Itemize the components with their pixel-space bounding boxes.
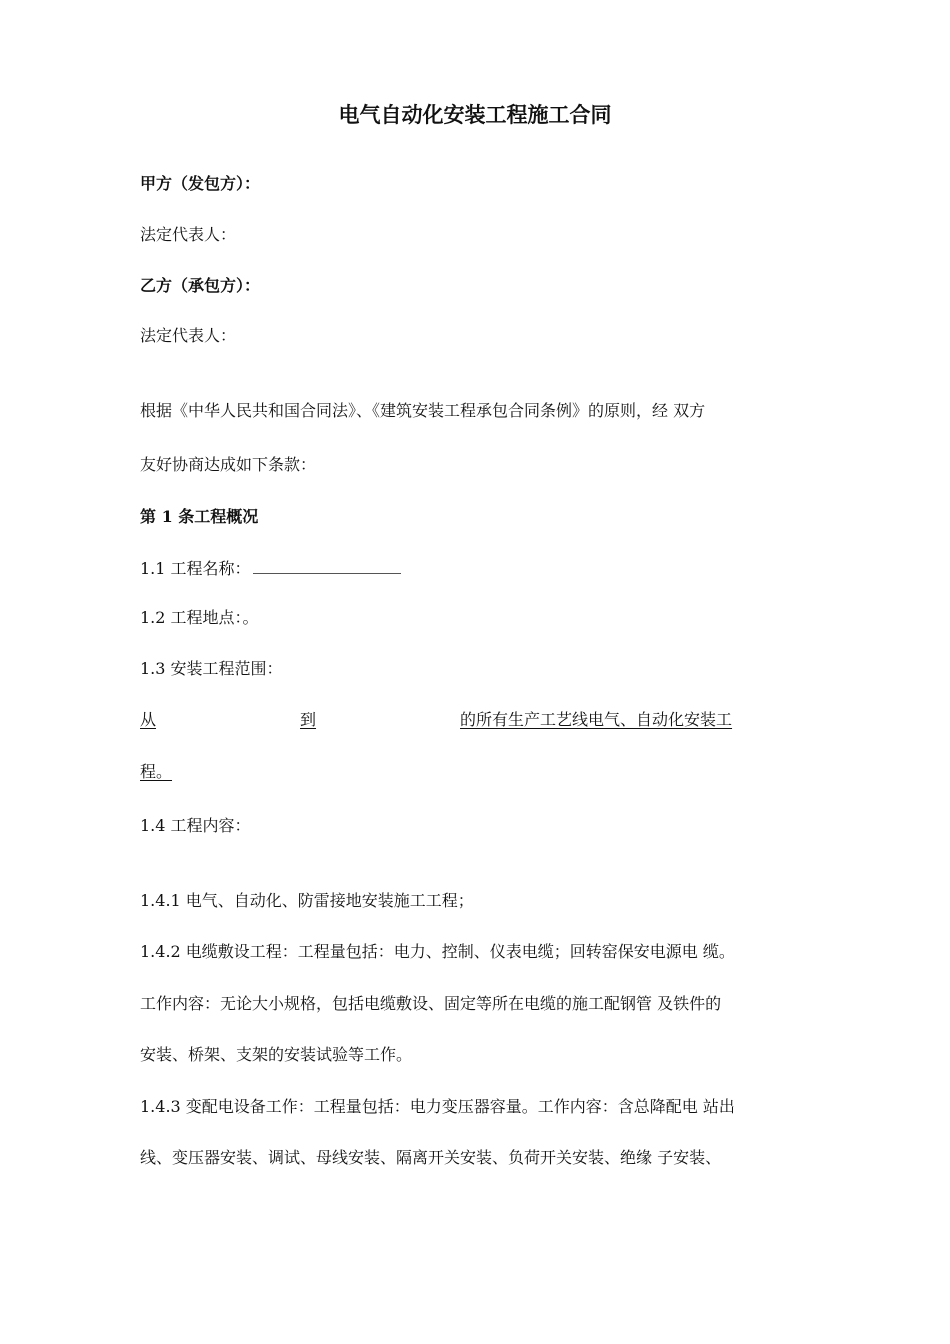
item-1-4-3-line-2: 线、变压器安装、调试、母线安装、隔离开关安装、负荷开关安装、绝缘 子安装、 [140,1148,722,1167]
scope-line-2: 程。 [140,762,173,781]
item-1-1-label: 1.1 工程名称： [140,559,251,578]
item-1-4-2-line-2: 工作内容：无论大小规格，包括电缆敷设、固定等所在电缆的施工配钢管 及铁件的 [140,994,722,1013]
party-a-label: 甲方（发包方）： [140,174,261,193]
scope-line-1 [140,710,732,730]
preamble-line-2: 友好协商达成如下条款： [140,455,317,474]
scope-to: 到 [300,710,317,729]
party-b-representative: 法定代表人： [140,326,237,345]
scope-from: 从 [140,710,157,729]
item-1-4-content-label: 1.4 工程内容： [140,816,251,835]
item-1-1-project-name [140,557,401,579]
item-1-4-2-line-1: 1.4.2 电缆敷设工程：工程量包括：电力、控制、仪表电缆；回转窑保安电源电 缆。 [140,942,735,961]
project-name-blank [253,557,401,574]
item-1-4-1: 1.4.1 电气、自动化、防雷接地安装施工工程； [140,891,474,910]
article-1-heading: 第 1 条工程概况 [140,507,259,526]
item-1-4-3-line-1: 1.4.3 变配电设备工作：工程量包括：电力变压器容量。工作内容：含总降配电 站出 [140,1097,735,1116]
party-b-label: 乙方（承包方）： [140,276,261,295]
item-1-3-scope-label: 1.3 安装工程范围： [140,659,283,678]
item-1-2-project-location: 1.2 工程地点：。 [140,608,259,627]
scope-rest: 的所有生产工艺线电气、自动化安装工 [460,710,733,729]
item-1-4-2-line-3: 安装、桥架、支架的安装试验等工作。 [140,1045,413,1064]
party-a-representative: 法定代表人： [140,225,237,244]
preamble-line-1: 根据《中华人民共和国合同法》、《建筑安装工程承包合同条例》的原则，经 双方 [140,401,706,420]
document-title: 电气自动化安装工程施工合同 [338,103,612,127]
